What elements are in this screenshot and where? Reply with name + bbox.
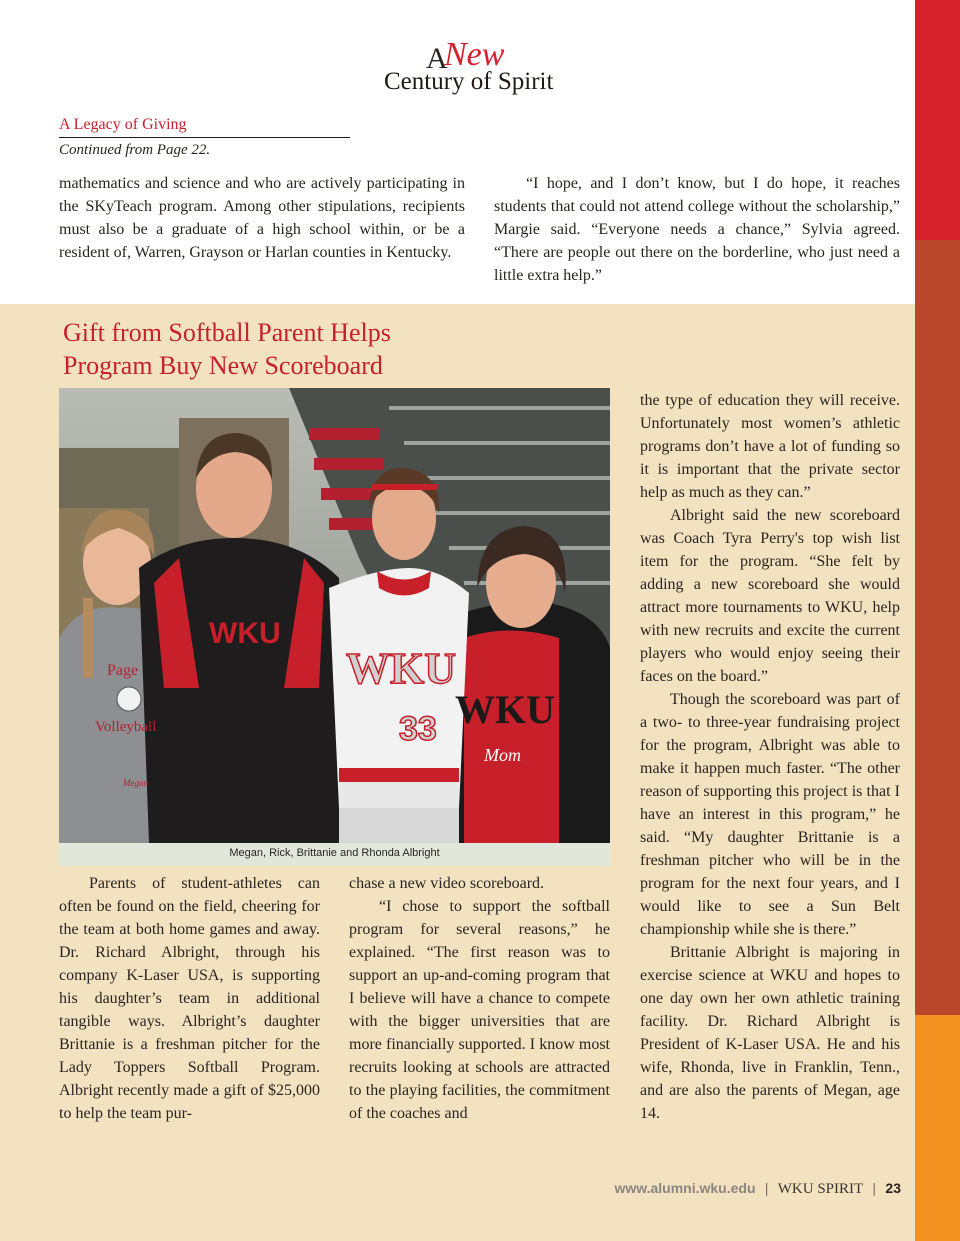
photo-hoodie-line-2: Volleyball bbox=[95, 719, 157, 735]
family-photo-illustration bbox=[59, 388, 610, 843]
photo-tee-word: Mom bbox=[484, 745, 521, 765]
photo-tee-logo: WKU bbox=[455, 687, 555, 732]
col3-paragraph: Albright said the new scoreboard was Coach Tyra Perry's top wish list item for the program. “She felt by adding a new scoreboard she would attract more tournaments to WKU, help with new recruits and excite the current players who would enjoy seeing their faces on the board.” bbox=[640, 507, 900, 685]
footer-url-link[interactable]: www.alumni.wku.edu bbox=[614, 1180, 756, 1196]
article-column-3 bbox=[640, 389, 900, 1125]
article-column-1 bbox=[59, 872, 320, 1125]
section-divider bbox=[59, 137, 350, 138]
side-strip-orange bbox=[915, 1015, 960, 1241]
article-column-2 bbox=[349, 872, 610, 1125]
headline-line-1: Gift from Softball Parent Helps bbox=[63, 318, 391, 347]
masthead-logo bbox=[380, 36, 580, 102]
top-column-right: “I hope, and I don’t know, but I do hope, it reaches students that could not attend college without the scholarship,” Margie said. “Everyone needs a chance,” Sylvia agreed. “There are people out there on the borderline, who just need a little extra help.” bbox=[494, 175, 900, 284]
photo-caption: Megan, Rick, Brittanie and Rhonda Albright bbox=[229, 847, 440, 859]
footer-separator: | bbox=[872, 1181, 876, 1197]
col3-paragraph: the type of education they will receive. Unfortunately most women’s athletic programs don’t have a lot of funding so it is important that the private sector help as much as they can.” bbox=[640, 392, 900, 501]
feature-headline bbox=[63, 316, 391, 382]
continued-note: Continued from Page 22. bbox=[59, 142, 211, 158]
col2-paragraph: “I chose to support the softball program for several reasons,” he explained. “The first reason was to support an up-and-coming program that I believe will have a chance to compete with the bigger universities that are more financially supported. I know most recruits looking at schools are attracted to the playing facilities, the commitment of the coaches and bbox=[349, 898, 610, 1122]
top-column-left: mathematics and science and who are actively participating in the SKyTeach program. Among other stipulations, recipients must also be a graduate of a high school within, or be a resident of, Warren, Grayson or Harlan counties in Kentucky. bbox=[59, 175, 465, 261]
photo-shirt-logo: WKU bbox=[209, 617, 281, 650]
masthead-new: New bbox=[444, 36, 505, 73]
col1-paragraph: Parents of student-athletes can often be found on the field, cheering for the team at both home games and away. Dr. Richard Albright, through his company K-Laser USA, is supporting his daughter’s team in additional tangible ways. Albright’s daughter Brittanie is a freshman pitcher for the Lady Toppers Softball Program. Albright recently made a gift of $25,000 to help the team pur- bbox=[59, 875, 320, 1122]
footer-page-number: 23 bbox=[885, 1180, 901, 1196]
side-strip-rust bbox=[915, 240, 960, 1015]
masthead-century: Century of Spirit bbox=[384, 68, 554, 95]
photo-jersey-logo: WKU bbox=[346, 644, 456, 693]
masthead-a: A bbox=[426, 42, 448, 75]
photo-hoodie-name: Megan bbox=[123, 778, 148, 788]
side-strip-red bbox=[915, 0, 960, 240]
headline-line-2: Program Buy New Scoreboard bbox=[63, 351, 383, 380]
photo-hoodie-line-1: Page bbox=[107, 662, 139, 679]
photo-jersey-number: 33 bbox=[399, 710, 437, 748]
page-footer bbox=[614, 1180, 901, 1198]
family-photo bbox=[59, 388, 610, 843]
footer-separator: | bbox=[765, 1181, 769, 1197]
col3-paragraph: Brittanie Albright is majoring in exercise science at WKU and hopes to one day own her own athletic training facility. Dr. Richard Albright is President of K-Laser USA. He and his wife, Rhonda, live in Franklin, Tenn., and are also the parents of Megan, age 14. bbox=[640, 944, 900, 1122]
col2-paragraph: chase a new video scoreboard. bbox=[349, 875, 545, 892]
col3-paragraph: Though the scoreboard was part of a two- to three-year fundraising project for the program, Albright was able to make it happen much faster. “The other reason of supporting this project is that I have an interest in this program,” he said. “My daughter Brittanie is a freshman pitcher who will be in the program for the next four years, and I would like to see a Sun Belt championship while she is there.” bbox=[640, 691, 900, 938]
footer-publication: WKU SPIRIT bbox=[777, 1181, 863, 1197]
section-label: A Legacy of Giving bbox=[59, 116, 187, 133]
